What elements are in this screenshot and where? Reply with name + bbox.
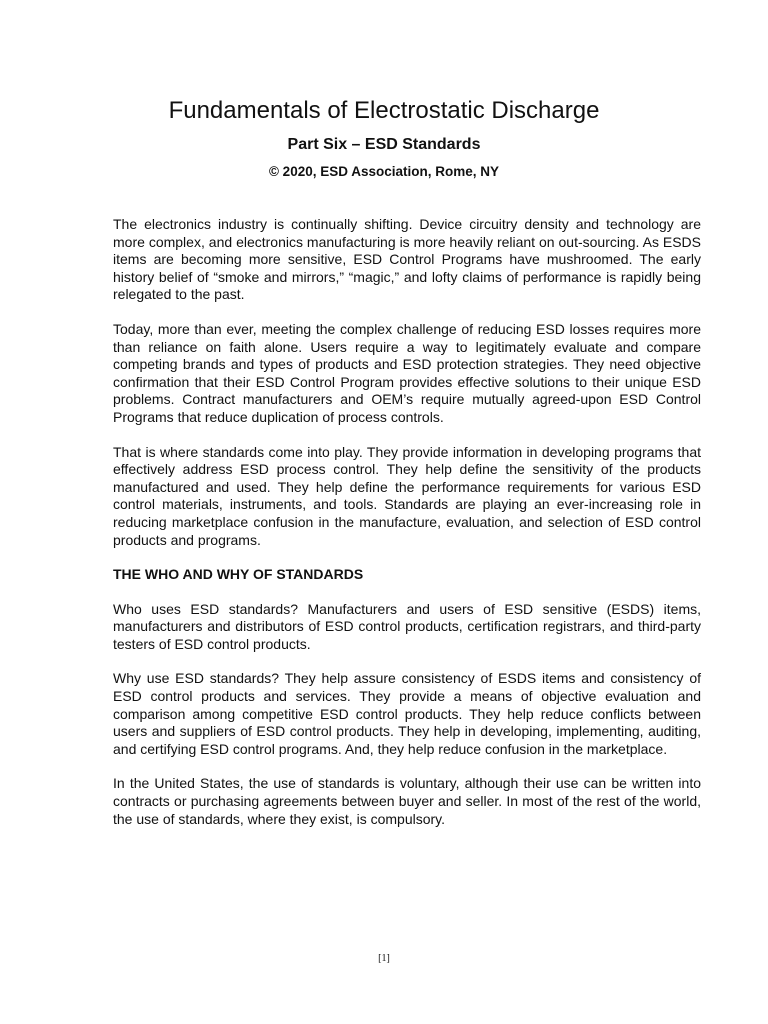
- copyright-line: © 2020, ESD Association, Rome, NY: [268, 164, 500, 179]
- section-paragraph: Why use ESD standards? They help assure consistency of ESDS items and consistency of ESD control products and services. They provide a means of objective evaluation and comparison among competitive ESD control products. They help reduce conflicts between users and suppliers of ESD control products. They help in developing, implementing, auditing, and certifying ESD control programs. And, they help reduce confusion in the marketplace.: [113, 670, 701, 757]
- intro-paragraph: That is where standards come into play. They provide information in developing programs that effectively address ESD process control. They help define the sensitivity of the products manufactured and used. They help define the performance requirements for various ESD control materials, instruments, and tools. Standards are playing an ever-increasing role in reducing marketplace confusion in the manufacture, evaluation, and selection of ESD control products and programs.: [113, 443, 701, 548]
- document-title: Fundamentals of Electrostatic Discharge: [168, 97, 600, 124]
- document-subtitle: Part Six – ESD Standards: [287, 136, 481, 153]
- section-heading: THE WHO AND WHY OF STANDARDS: [113, 566, 364, 583]
- page-number: [1]: [378, 953, 390, 964]
- intro-paragraph: The electronics industry is continually shifting. Device circuitry density and technology are more complex, and electronics manufacturing is more heavily reliant on out-sourcing. As ESDS items are becoming more sensitive, ESD Control Programs have mushroomed. The early history belief of “smoke and mirrors,” “magic,” and lofty claims of performance is rapidly being relegated to the past.: [113, 216, 701, 303]
- section-paragraph: In the United States, the use of standards is voluntary, although their use can be written into contracts or purchasing agreements between buyer and seller. In most of the rest of the world, the use of standards, where they exist, is compulsory.: [113, 775, 701, 827]
- document-body: [113, 216, 701, 845]
- intro-paragraph: Today, more than ever, meeting the complex challenge of reducing ESD losses requires more than reliance on faith alone. Users require a way to legitimately evaluate and compare competing brands and types of products and ESD protection strategies. They need objective confirmation that their ESD Control Program provides effective solutions to their unique ESD problems. Contract manufacturers and OEM’s require mutually agreed-upon ESD Control Programs that reduce duplication of process controls.: [113, 320, 701, 425]
- section-paragraph: Who uses ESD standards? Manufacturers and users of ESD sensitive (ESDS) items, manufacturers and distributors of ESD control products, certification registrars, and third-party testers of ESD control products.: [113, 600, 701, 652]
